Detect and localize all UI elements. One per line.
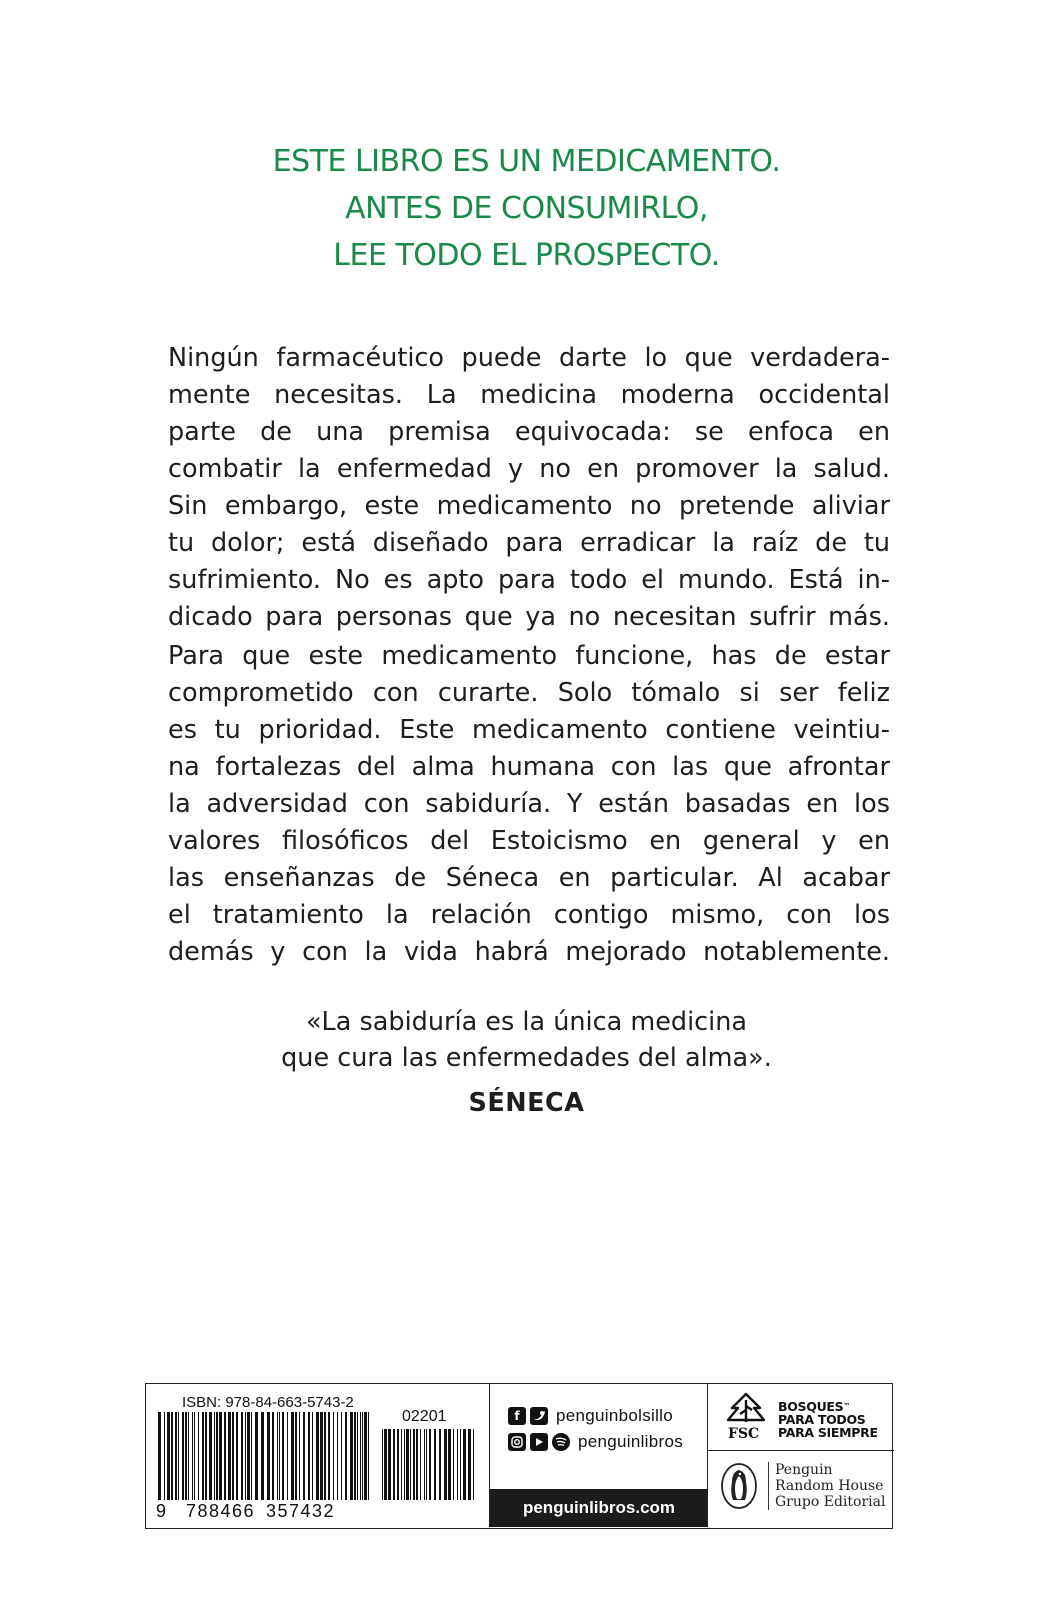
barcode-bar (457, 1429, 458, 1500)
barcode-bar (410, 1429, 411, 1500)
barcode-bar (473, 1429, 474, 1500)
barcode-bar (216, 1412, 218, 1500)
barcode-bar (255, 1412, 258, 1500)
barcode-bar (429, 1429, 431, 1500)
website-link[interactable]: penguinlibros.com (490, 1489, 708, 1527)
barcode-bar (192, 1412, 193, 1500)
barcode-bar (439, 1429, 441, 1500)
fsc-slogan-line: BOSQUES (778, 1399, 844, 1414)
publisher-info-box (145, 1383, 893, 1529)
quote-author: SÉNECA (468, 1088, 585, 1118)
spotify-icon[interactable] (552, 1433, 570, 1451)
barcode-bar (397, 1429, 399, 1500)
quote (0, 1004, 1053, 1076)
social-panel (489, 1384, 708, 1527)
instagram-icon[interactable] (508, 1433, 526, 1451)
social-handle-1[interactable]: penguinbolsillo (556, 1406, 673, 1425)
barcode-bar (341, 1412, 342, 1500)
barcode-bar (316, 1412, 319, 1500)
publisher-name (768, 1462, 885, 1510)
barcode-bar (354, 1412, 356, 1500)
text-line: las enseñanzas de Séneca en particular. Al acabar (168, 863, 890, 893)
barcode-bar (360, 1412, 361, 1500)
headline-line: ESTE LIBRO ES UN MEDICAMENTO. (272, 144, 781, 179)
barcode-panel (146, 1384, 489, 1527)
fsc-slogan-line: PARA TODOS (778, 1412, 866, 1427)
barcode-bar (295, 1412, 297, 1500)
barcode-bar (426, 1429, 427, 1500)
penguin-logo-icon (720, 1462, 758, 1510)
barcode-bar (224, 1412, 226, 1500)
quote-line: que cura las enfermedades del alma». (281, 1043, 772, 1073)
barcode-bar (214, 1412, 215, 1500)
barcode-bar (388, 1429, 391, 1500)
barcode-main (158, 1412, 373, 1500)
barcode-bar (448, 1429, 451, 1500)
barcode-bar (188, 1412, 189, 1500)
barcode-bar (171, 1412, 173, 1500)
barcode-bar (463, 1429, 466, 1500)
headline-line: LEE TODO EL PROSPECTO. (333, 238, 720, 273)
barcode-bar (308, 1412, 310, 1500)
text-line: comprometido con curarte. Solo tómalo si ser feliz (168, 678, 890, 708)
barcode-bar (291, 1412, 294, 1500)
social-row-1 (508, 1406, 673, 1426)
barcode-bar (324, 1412, 326, 1500)
barcode-bar (312, 1412, 313, 1500)
barcode-digits-left: 788466 (186, 1501, 256, 1521)
barcode-addon (382, 1429, 477, 1500)
barcode-bar (460, 1429, 461, 1500)
blurb-paragraph-2 (168, 638, 890, 971)
publisher-panel (707, 1450, 894, 1527)
publisher-line: Penguin (775, 1462, 833, 1478)
barcode-bar (236, 1412, 238, 1500)
text-line: sufrimiento. No es apto para todo el mundo. Está in- (168, 565, 890, 595)
barcode-bar (424, 1429, 425, 1500)
barcode-bar (382, 1429, 383, 1500)
barcode-bar (205, 1412, 207, 1500)
barcode-bar (167, 1412, 170, 1500)
barcode-bar (404, 1429, 405, 1500)
quote-line: «La sabiduría es la única medicina (305, 1007, 748, 1037)
barcode-bar (303, 1412, 305, 1500)
text-line: tu dolor; está diseñado para erradicar la raíz de tu (168, 528, 890, 558)
text-line: el tratamiento la relación contigo mismo, con los (168, 900, 890, 930)
barcode-bar (420, 1429, 421, 1500)
barcode-bar (406, 1429, 409, 1500)
barcode-bar (228, 1412, 231, 1500)
text-line: na fortalezas del alma humana con las que afrontar (168, 752, 890, 782)
fsc-slogan (778, 1400, 878, 1439)
fsc-tree-icon (724, 1392, 768, 1426)
barcode-bar (357, 1412, 358, 1500)
barcode-bar (434, 1429, 436, 1500)
barcode-bar (178, 1412, 179, 1500)
barcode-bar (287, 1412, 288, 1500)
barcode-bar (444, 1429, 447, 1500)
barcode-bar (219, 1412, 222, 1500)
barcode-bar (267, 1412, 270, 1500)
barcode-bar (299, 1412, 300, 1500)
barcode-bar (320, 1412, 323, 1500)
barcode-bar (350, 1412, 353, 1500)
text-line: parte de una premisa equivocada: se enfoca en (168, 417, 890, 447)
isbn-label: ISBN: 978-84-663-5743-2 (182, 1394, 354, 1411)
barcode-bar (202, 1412, 204, 1500)
barcode-bar (247, 1412, 250, 1500)
text-line: valores filosóficos del Estoicismo en general y en (168, 826, 890, 856)
social-row-2 (508, 1432, 683, 1452)
fsc-slogan-line: PARA SIEMPRE (778, 1425, 878, 1440)
barcode-bar (198, 1412, 199, 1500)
twitter-icon[interactable] (530, 1407, 548, 1425)
text-line: demás y con la vida habrá mejorado notablemente. (168, 937, 890, 967)
text-line: dicado para personas que ya no necesitan sufrir más. (168, 602, 890, 632)
barcode-bar (261, 1412, 264, 1500)
barcode-bar (232, 1412, 234, 1500)
text-line: es tu prioridad. Este medicamento contiene veintiu- (168, 715, 890, 745)
barcode-bar (209, 1412, 212, 1500)
barcode-bar (277, 1412, 278, 1500)
social-handle-2[interactable]: penguinlibros (578, 1432, 684, 1451)
barcode-bar (416, 1429, 418, 1500)
barcode-bar (158, 1412, 161, 1500)
barcode-bar (401, 1429, 402, 1500)
text-line: la adversidad con sabiduría. Y están basadas en los (168, 789, 890, 819)
text-line: Sin embargo, este medicamento no pretende aliviar (168, 491, 890, 521)
barcode-bar (468, 1429, 471, 1500)
barcode-bar (175, 1412, 177, 1500)
text-line: combatir la enfermedad y no en promover la salud. (168, 454, 890, 484)
barcode-addon-number: 02201 (402, 1408, 447, 1425)
text-line: Ningún farmacéutico puede darte lo que verdadera- (168, 343, 890, 373)
barcode-bar (364, 1412, 367, 1500)
trademark-mark: ™ (843, 1402, 851, 1410)
barcode-bar (245, 1412, 246, 1500)
headline-line: ANTES DE CONSUMIRLO, (345, 191, 708, 226)
barcode-bar (185, 1412, 187, 1500)
blurb-paragraph-1 (168, 340, 890, 636)
barcode-digits-right: 357432 (266, 1501, 336, 1521)
publisher-line: Random House (775, 1478, 884, 1494)
barcode-bar (384, 1429, 387, 1500)
barcode-bar (337, 1412, 338, 1500)
youtube-icon[interactable] (530, 1433, 548, 1451)
barcode-bar (393, 1429, 395, 1500)
barcode-bar (251, 1412, 252, 1500)
barcode-bar (345, 1412, 347, 1500)
text-line: Para que este medicamento funcione, has de estar (168, 641, 890, 671)
barcode-bar (413, 1429, 415, 1500)
headline (0, 138, 1053, 279)
barcode-bar (328, 1412, 330, 1500)
barcode-first-digit: 9 (156, 1501, 168, 1521)
facebook-icon[interactable]: f (508, 1407, 526, 1425)
barcode-bar (279, 1412, 280, 1500)
barcode-bar (453, 1429, 454, 1500)
barcode-bar (182, 1412, 184, 1500)
fsc-label: FSC (728, 1426, 760, 1442)
barcode-bar (282, 1412, 284, 1500)
publisher-line: Grupo Editorial (775, 1494, 886, 1510)
barcode-bar (368, 1412, 369, 1500)
barcode-bar (333, 1412, 334, 1500)
barcode-bar (241, 1412, 243, 1500)
fsc-panel (707, 1384, 894, 1451)
barcode-bar (362, 1412, 363, 1500)
barcode-bar (194, 1412, 195, 1500)
barcode-bar (272, 1412, 274, 1500)
barcode-bar (164, 1412, 165, 1500)
text-line: mente necesitas. La medicina moderna occidental (168, 380, 890, 410)
